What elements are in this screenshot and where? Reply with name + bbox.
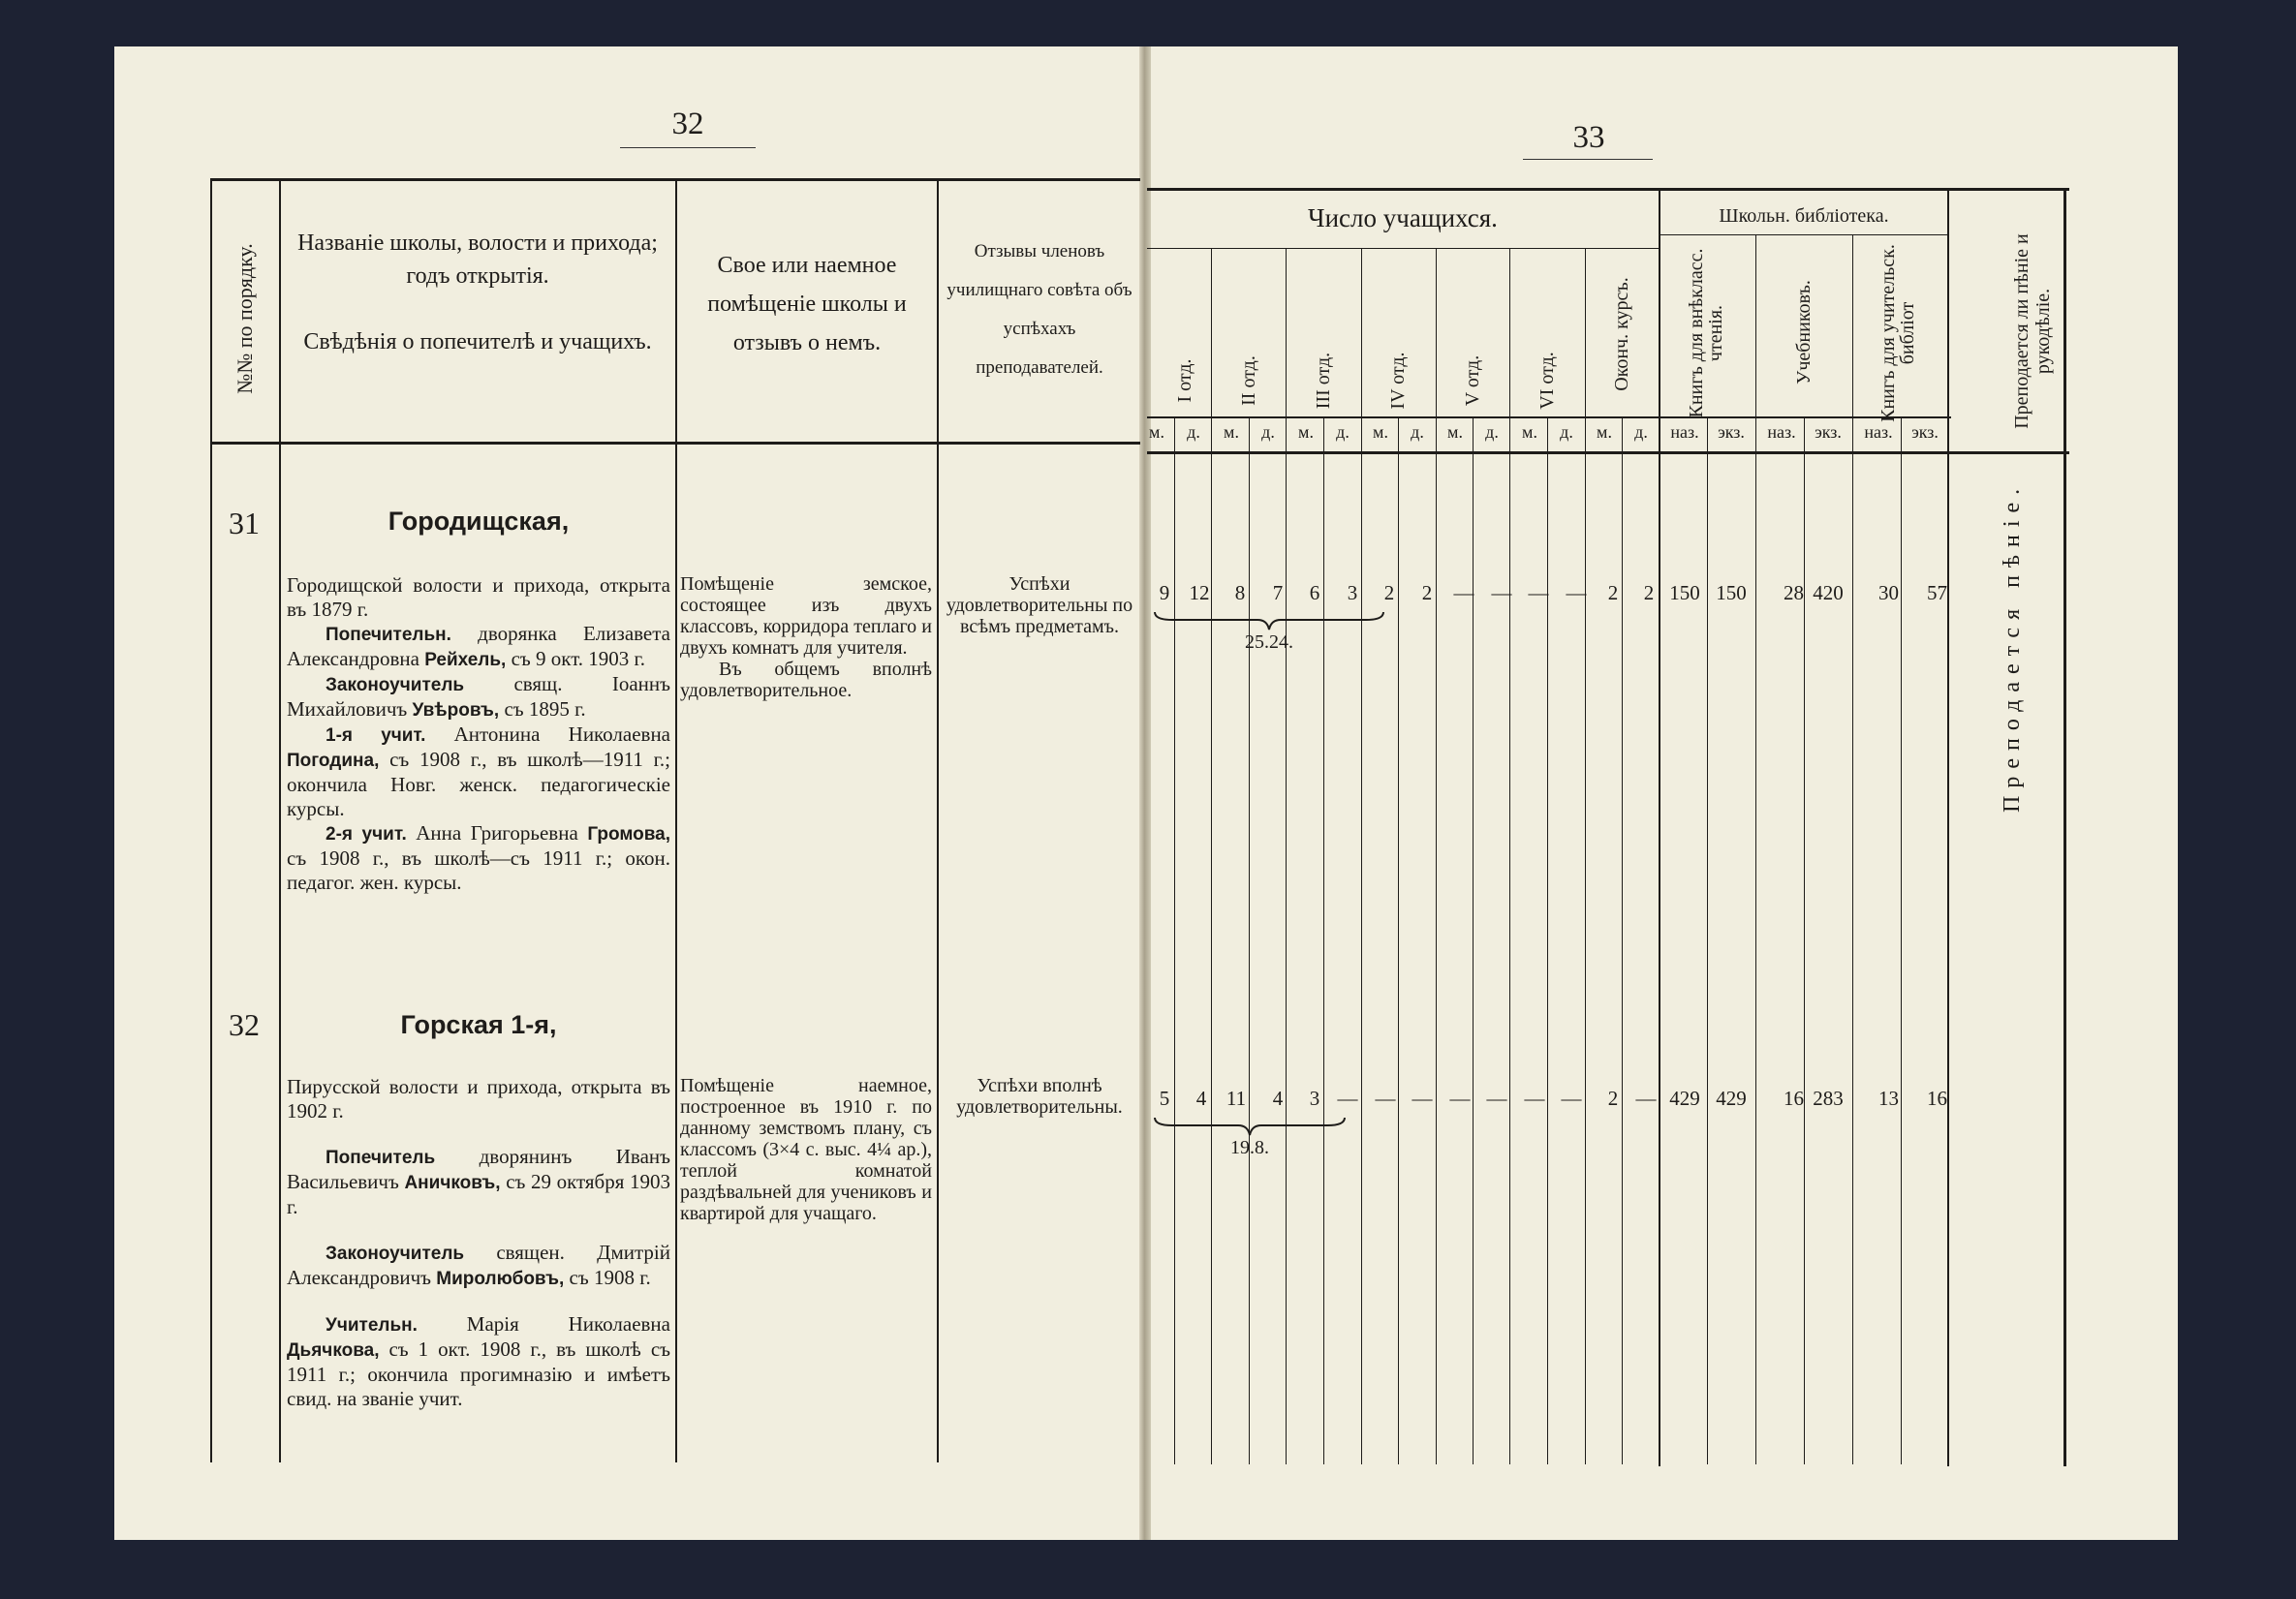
page-number-underline [620,147,756,148]
subheader-girls: д. [1187,422,1200,442]
column-divider [1622,416,1623,1464]
review-text: Успѣхи вполнѣ удовлетворительны. [956,1075,1123,1118]
header-premises: Свое или наемное помѣщенiе школы и отзывъ о немъ. [707,253,907,355]
subheader-titles: наз. [1864,422,1893,442]
singing-note: Преподается пѣнiе. [2000,480,2025,813]
subheader-girls: д. [1485,422,1499,442]
column-divider [1473,416,1474,1464]
header-trustee-info: Свѣдѣнiя о попечителѣ и учащихъ. [303,329,652,354]
header-row-number: №№ по порядку. [233,243,257,394]
students-header-rule [1147,248,1660,249]
premises-text: Помѣщенiе земское, состоящее изъ двухъ классовъ, корридора теплаго и двухъ комнатъ для учителя. Въ общемъ вполнѣ удовлетворительное. [680,573,932,701]
cell-value: 4 [1272,1087,1284,1110]
column-divider [1323,416,1324,1464]
header-grade-5: V отд. [1462,354,1483,407]
header-school-name: Названiе школы, волости и прихода; годъ открытiя. [297,231,658,289]
cell-value: 4 [1195,1087,1207,1110]
cell-value: 2 [1607,1087,1619,1110]
school-details: Городищской волости и прихода, открыта въ 1879 г. Попечительн. дворянка Елизавета Александровна Рейхель, съ 9 окт. 1903 г. Законоучитель свящ. Iоаннъ Михайловичъ Увѣровъ, съ 1895 г. 1-я учит. Антонина Николаевна Погодина, съ 1908 г., въ школѣ—1911 г.; окончила Новг. женск. педагогическiе курсы. 2-я учит. Анна Григорьевна Громова, съ 1908 г., въ школѣ—съ 1911 г.; окон. педагог. жен. курсы. [287,573,671,894]
book-spine [1139,46,1151,1540]
cell-value: 11 [1226,1087,1247,1110]
cell-value: 7 [1272,581,1284,604]
subheader-titles: наз. [1670,422,1699,442]
table-right-border [2063,188,2066,1466]
cell-value: 429 [1716,1087,1747,1110]
cell-value: — [1449,1087,1471,1110]
cell-value: — [1337,1087,1358,1110]
header-grade-1: I отд. [1174,358,1195,403]
header-students: Число учащихся. [1308,203,1498,232]
premises-text: Помѣщенiе наемное, построенное въ 1910 г. по данному земствомъ плану, съ классомъ (3×4 с. выс. 4¼ ар.), теплой комнатой раздѣвальней для учениковъ и квартирой для учащаго. [680,1075,932,1224]
column-divider [1947,188,1949,1466]
subheader-boys: м. [1597,422,1612,442]
subheader-titles: наз. [1767,422,1796,442]
cell-value: 6 [1309,581,1320,604]
subheader-copies: экз. [1815,422,1842,442]
column-divider [1901,416,1902,1464]
cell-value: 8 [1234,581,1246,604]
cell-value: 2 [1643,581,1655,604]
sum-total: 25.24. [1245,631,1293,653]
subheader-girls: д. [1261,422,1275,442]
subheader-boys: м. [1149,422,1164,442]
header-grade-2: II отд. [1238,355,1259,406]
column-divider [1361,248,1362,1464]
cell-value: 30 [1878,581,1899,604]
column-divider [1398,416,1399,1464]
column-divider [1852,234,1853,1464]
cell-value: 9 [1159,581,1170,604]
column-divider [937,178,939,1462]
subheader-girls: д. [1634,422,1648,442]
subheader-girls: д. [1560,422,1573,442]
header-grade-6: VI отд. [1536,352,1558,410]
cell-value: 150 [1716,581,1747,604]
cell-value: 150 [1669,581,1700,604]
cell-value: — [1635,1087,1657,1110]
column-divider [1804,416,1805,1464]
subheader-boys: м. [1373,422,1388,442]
cell-value: 2 [1421,581,1433,604]
cell-value: 283 [1813,1087,1844,1110]
cell-value: 13 [1878,1087,1899,1110]
header-library-teachers: Книгъ для учительск. библiот [1877,244,1918,422]
school-name: Горская 1-я, [400,1010,557,1039]
school-details: Пирусской волости и прихода, открыта въ 1902 г. Попечитель дворянинъ Иванъ Васильевичъ Аничковъ, съ 29 октября 1903 г. Законоучитель священ. Дмитрiй Александровичъ Миролюбовъ, съ 1908 г. Учительн. Марiя Николаевна Дьячкова, съ 1 окт. 1908 г., въ школѣ съ 1911 г.; окончила прогимназiю и имѣетъ свид. на званiе учит. [287,1075,671,1410]
subheader-girls: д. [1411,422,1424,442]
column-divider [675,178,677,1462]
column-divider [279,178,281,1462]
cell-value: — [1453,581,1474,604]
cell-value: 5 [1159,1087,1170,1110]
cell-value: — [1566,581,1587,604]
library-header-rule [1660,234,1949,235]
header-reviews: Отзывы членовъ училищнаго совѣта объ успѣхахъ преподавателей. [946,241,1132,378]
subheader-copies: экз. [1911,422,1939,442]
subheader-girls: д. [1336,422,1350,442]
cell-value: 2 [1383,581,1395,604]
column-divider [1211,248,1212,1464]
table-top-border [1147,188,2069,191]
table-left-border [210,178,212,1462]
column-divider [1707,416,1708,1464]
page-number-right: 33 [1572,120,1605,155]
row-number: 32 [229,1007,260,1042]
header-grade-4: IV отд. [1387,352,1409,410]
cell-value: 28 [1784,581,1804,604]
cell-value: — [1486,1087,1507,1110]
cell-value: 2 [1607,581,1619,604]
column-divider [1585,248,1586,1464]
header-grade-3: III отд. [1313,352,1334,410]
subheader-boys: м. [1522,422,1537,442]
column-divider [1659,188,1660,1466]
column-divider [1509,248,1510,1464]
cell-value: 3 [1309,1087,1320,1110]
cell-value: — [1561,1087,1582,1110]
cell-value: 3 [1347,581,1358,604]
school-name: Городищская, [388,507,570,536]
column-divider [1436,248,1437,1464]
cell-value: — [1375,1087,1396,1110]
subheader-copies: экз. [1718,422,1745,442]
cell-value: 57 [1927,581,1947,604]
column-divider [1174,416,1175,1464]
sum-total: 19.8. [1230,1137,1269,1158]
column-divider [1286,248,1287,1464]
cell-value: — [1412,1087,1433,1110]
header-library-textbooks: Учебниковъ. [1793,280,1815,384]
header-library-reading: Книгъ для внѣкласс. чтенiя. [1686,248,1726,418]
header-singing: Преподается ли пѣнiе и рукодѣлiе. [2011,233,2054,429]
cell-value: — [1491,581,1512,604]
page-number-left: 32 [671,107,704,141]
row-number: 31 [229,506,260,540]
cell-value: 429 [1669,1087,1700,1110]
column-divider [1755,234,1756,1464]
subheader-boys: м. [1447,422,1463,442]
subheader-boys: м. [1298,422,1314,442]
page-number-underline [1523,159,1653,160]
sum-brace [1153,608,1385,631]
cell-value: 16 [1784,1087,1804,1110]
cell-value: — [1524,1087,1545,1110]
header-graduated: Оконч. курсъ. [1611,277,1632,391]
review-text: Успѣхи удовлетворительны по всѣмъ предметамъ. [946,573,1133,637]
column-divider [1249,416,1250,1464]
column-divider [1547,416,1548,1464]
sum-brace [1153,1114,1347,1137]
cell-value: — [1528,581,1549,604]
subheader-boys: м. [1224,422,1239,442]
header-library: Школьн. библiотека. [1719,205,1889,227]
cell-value: 420 [1813,581,1844,604]
cell-value: 16 [1927,1087,1947,1110]
cell-value: 12 [1189,581,1210,604]
